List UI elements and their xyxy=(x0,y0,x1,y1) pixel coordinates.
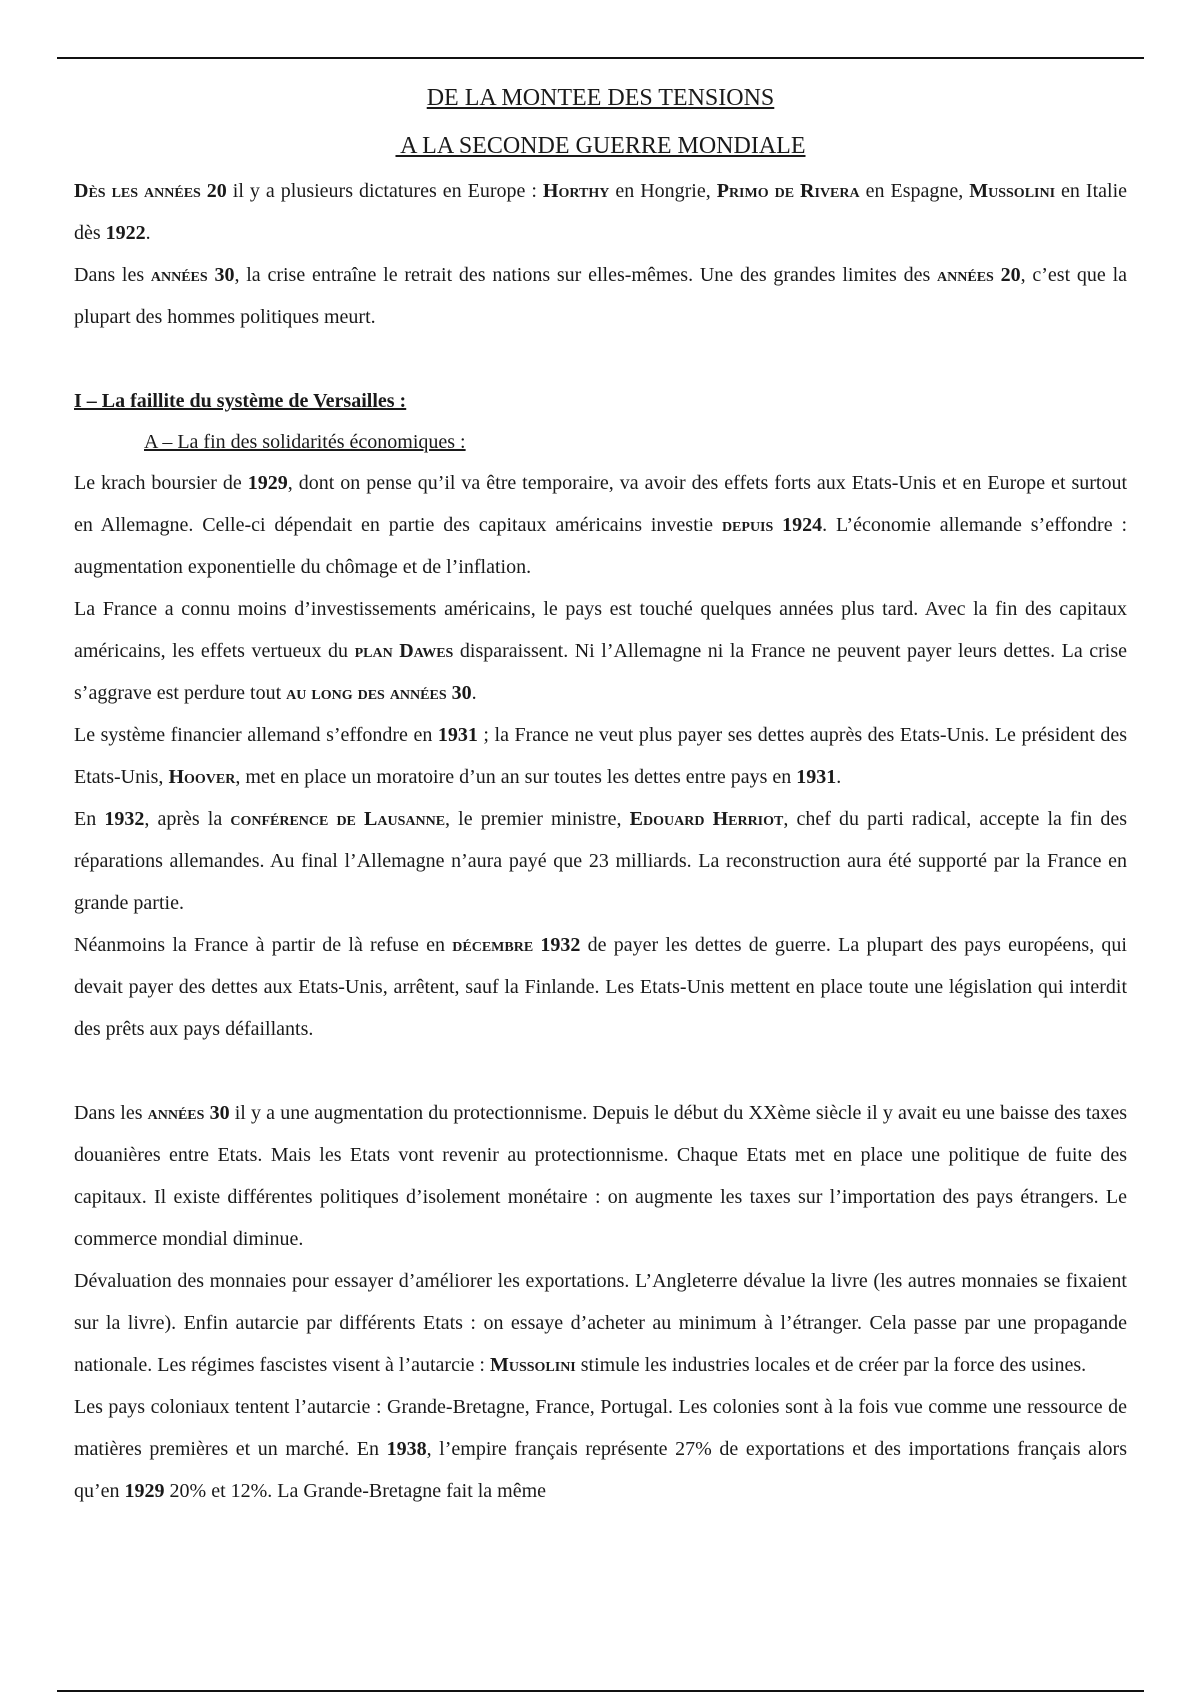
paragraph-1931 xyxy=(74,714,1127,798)
text-run: en Espagne, xyxy=(859,180,970,202)
text-run: Dévaluation des monnaies pour essayer d’améliorer les exportations. L’Angleterre dévalue la livre (les autres monnaies se fixaient sur la livre). Enfin autarcie par différents Etats : on essaye d’acheter au minimum à l’étranger. Cela passe par une propagande nationale. Les régimes fascistes visent à l’autarcie : xyxy=(74,1270,1127,1376)
emph-year: 1938 xyxy=(386,1438,427,1460)
text-run: stimule les industries locales et de créer par la force des usines. xyxy=(575,1354,1087,1376)
emph-term: décembre xyxy=(452,934,534,956)
emph-term: années 30 xyxy=(150,264,235,286)
intro-paragraph-2 xyxy=(74,254,1127,338)
document-page xyxy=(74,74,1127,1512)
paragraph-colonies xyxy=(74,1386,1127,1512)
text-run: . xyxy=(471,682,477,704)
text-run: , l’empire français représente 27% de exportations et des importations français alors qu’en xyxy=(74,1438,1127,1502)
emph-name: Edouard Herriot xyxy=(629,808,784,830)
paragraph-krach xyxy=(74,462,1127,588)
emph-year: 1924 xyxy=(782,514,823,536)
text-run: . L’économie allemande s’effondre : augmentation exponentielle du chômage et de l’inflation. xyxy=(74,514,1127,578)
emph-term: Dès les années 20 xyxy=(74,180,227,202)
section-heading: I – La faillite du système de Versailles : xyxy=(74,390,407,412)
emph-year: 1932 xyxy=(540,934,581,956)
blank-line xyxy=(74,1050,1127,1092)
text-run: , après la xyxy=(144,808,231,830)
paragraph-devaluation xyxy=(74,1260,1127,1386)
emph-year: 1929 xyxy=(247,472,288,494)
emph-year: 1931 xyxy=(437,724,478,746)
text-run: en Hongrie, xyxy=(609,180,717,202)
emph-year: 1922 xyxy=(105,222,146,244)
emph-term: plan Dawes xyxy=(354,640,454,662)
emph-year: 1929 xyxy=(124,1480,165,1502)
emph-term: au long des années 30 xyxy=(286,682,472,704)
title-line-1: DE LA MONTEE DES TENSIONS xyxy=(426,85,775,111)
text-run: en Italie dès xyxy=(74,180,1127,244)
emph-name: Horthy xyxy=(542,180,610,202)
title-line-2: A LA SECONDE GUERRE MONDIALE xyxy=(395,133,806,159)
text-run: . xyxy=(836,766,842,788)
text-run: il y a plusieurs dictatures en Europe : xyxy=(226,180,543,202)
emph-term: depuis xyxy=(721,514,774,536)
top-rule xyxy=(57,57,1144,59)
intro-paragraph-1 xyxy=(74,170,1127,254)
paragraph-protectionnisme xyxy=(74,1092,1127,1260)
emph-name: Primo de Rivera xyxy=(716,180,860,202)
paragraph-1932 xyxy=(74,798,1127,924)
text-run: Le krach boursier de xyxy=(74,472,248,494)
text-run: disparaissent. Ni l’Allemagne ni la France ne peuvent payer leurs dettes. La crise s’aggrave est perdure tout xyxy=(74,640,1127,704)
text-run: Les pays coloniaux tentent l’autarcie : Grande-Bretagne, France, Portugal. Les colonies sont à la fois vue comme une ressource de matières premières et un marché. En xyxy=(74,1396,1127,1460)
blank-line xyxy=(74,338,1127,380)
text-run: , c’est que la plupart des hommes politiques meurt. xyxy=(74,264,1128,328)
text-run: de payer les dettes de guerre. La plupart des pays européens, qui devait payer des dettes aux Etats-Unis, arrêtent, sauf la Finlande. Les Etats-Unis mettent en place toute une législation qui interdit des prêts aux pays défaillants. xyxy=(74,934,1127,1040)
text-run: Néanmoins la France à partir de là refuse en xyxy=(74,934,453,956)
text-run: , le premier ministre, xyxy=(445,808,630,830)
text-run: , chef du parti radical, accepte la fin des réparations allemandes. Au final l’Allemagne n’aura payé que 23 milliards. La reconstruction aura été supporté par la France en grande partie. xyxy=(74,808,1127,914)
emph-name: Hoover xyxy=(168,766,236,788)
emph-name: Mussolini xyxy=(969,180,1056,202)
emph-year: 1932 xyxy=(104,808,145,830)
text-run: 20% et 12%. La Grande-Bretagne fait la même xyxy=(164,1480,547,1502)
text-run: , met en place un moratoire d’un an sur toutes les dettes entre pays en xyxy=(235,766,797,788)
text-run: Le système financier allemand s’effondre en xyxy=(74,724,438,746)
text-run: . xyxy=(145,222,151,244)
text-run: , dont on pense qu’il va être temporaire, va avoir des effets forts aux Etats-Unis et en Europe et surtout en Allemagne. Celle-ci dépendait en partie des capitaux américains investie xyxy=(74,472,1128,536)
emph-name: Mussolini xyxy=(489,1354,576,1376)
text-run: Dans les xyxy=(74,264,151,286)
emph-term: années 20 xyxy=(937,264,1021,286)
text-run: , la crise entraîne le retrait des nations sur elles-mêmes. Une des grandes limites des xyxy=(234,264,938,286)
text-run xyxy=(773,514,782,536)
text-run: La France a connu moins d’investissements américains, le pays est touché quelques années plus tard. Avec la fin des capitaux américains, les effets vertueux du xyxy=(74,598,1127,662)
subsection-heading: A – La fin des solidarités économiques : xyxy=(144,431,466,453)
text-run: Dans les xyxy=(74,1102,148,1124)
paragraph-decembre xyxy=(74,924,1127,1050)
paragraph-france xyxy=(74,588,1127,714)
text-run: ; la France ne veut plus payer ses dettes auprès des Etats-Unis. Le président des Etats-Unis, xyxy=(74,724,1127,788)
emph-term: conférence de Lausanne xyxy=(230,808,446,830)
text-run: En xyxy=(74,808,105,830)
text-run: il y a une augmentation du protectionnisme. Depuis le début du XXème siècle il y avait eu une baisse des taxes douanières entre Etats. Mais les Etats vont revenir au protectionnisme. Chaque Etats met en place une politique de fuite des capitaux. Il existe différentes politiques d’isolement monétaire : on augmente les taxes sur l’importation des pays étrangers. Le commerce mondial diminue. xyxy=(74,1102,1128,1250)
emph-year: 1931 xyxy=(796,766,837,788)
emph-term: années 30 xyxy=(147,1102,230,1124)
bottom-rule xyxy=(57,1690,1144,1692)
